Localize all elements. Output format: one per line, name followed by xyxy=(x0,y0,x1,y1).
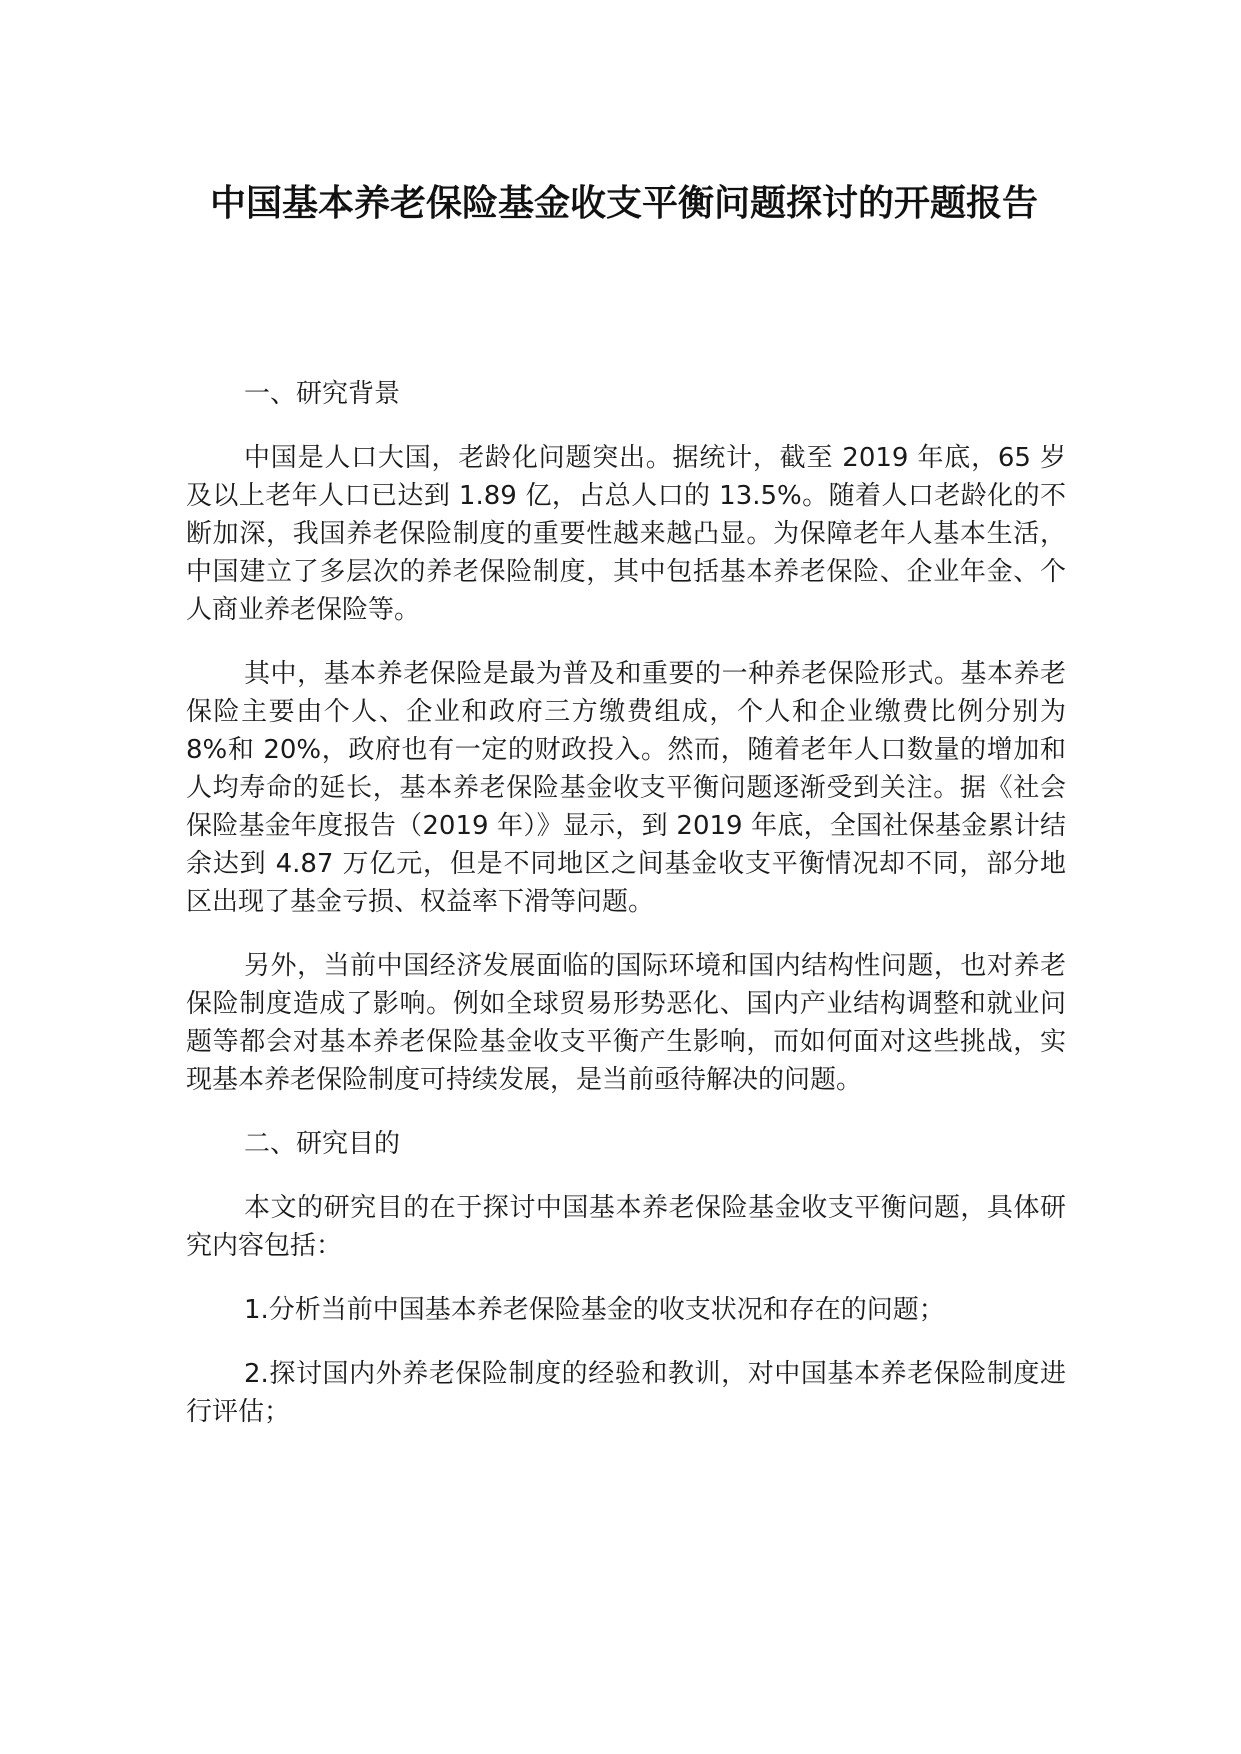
document-body xyxy=(186,375,1066,1457)
list-item: 1.分析当前中国基本养老保险基金的收支状况和存在的问题； xyxy=(244,1295,945,1325)
paragraph: 中国是人口大国，老龄化问题突出。据统计，截至 2019 年底，65 岁及以上老年人口已达到 1.89 亿，占总人口的 13.5%。随着人口老龄化的不断加深，我国养老保险制度的重要性越来越凸显。为保障老年人基本生活，中国建立了多层次的养老保险制度，其中包括基本养老保险、企业年金、个人商业养老保险等。 xyxy=(186,443,1066,625)
section-heading-purpose: 二、研究目的 xyxy=(244,1129,401,1159)
paragraph: 其中，基本养老保险是最为普及和重要的一种养老保险形式。基本养老保险主要由个人、企业和政府三方缴费组成，个人和企业缴费比例分别为 8%和 20%，政府也有一定的财政投入。然而，随着老年人口数量的增加和人均寿命的延长，基本养老保险基金收支平衡问题逐渐受到关注。据《社会保险基金年度报告（2019 年）》显示，到 2019 年底，全国社保基金累计结余达到 4.87 万亿元，但是不同地区之间基金收支平衡情况却不同，部分地区出现了基金亏损、权益率下滑等问题。 xyxy=(186,659,1066,917)
document-title: 中国基本养老保险基金收支平衡问题探讨的开题报告 xyxy=(209,183,1038,224)
section-heading-background: 一、研究背景 xyxy=(244,379,401,409)
paragraph: 本文的研究目的在于探讨中国基本养老保险基金收支平衡问题，具体研究内容包括： xyxy=(186,1193,1066,1261)
paragraph: 另外，当前中国经济发展面临的国际环境和国内结构性问题，也对养老保险制度造成了影响。例如全球贸易形势恶化、国内产业结构调整和就业问题等都会对基本养老保险基金收支平衡产生影响，而如何面对这些挑战，实现基本养老保险制度可持续发展，是当前亟待解决的问题。 xyxy=(186,951,1066,1095)
list-item: 2.探讨国内外养老保险制度的经验和教训，对中国基本养老保险制度进行评估； xyxy=(186,1359,1066,1427)
